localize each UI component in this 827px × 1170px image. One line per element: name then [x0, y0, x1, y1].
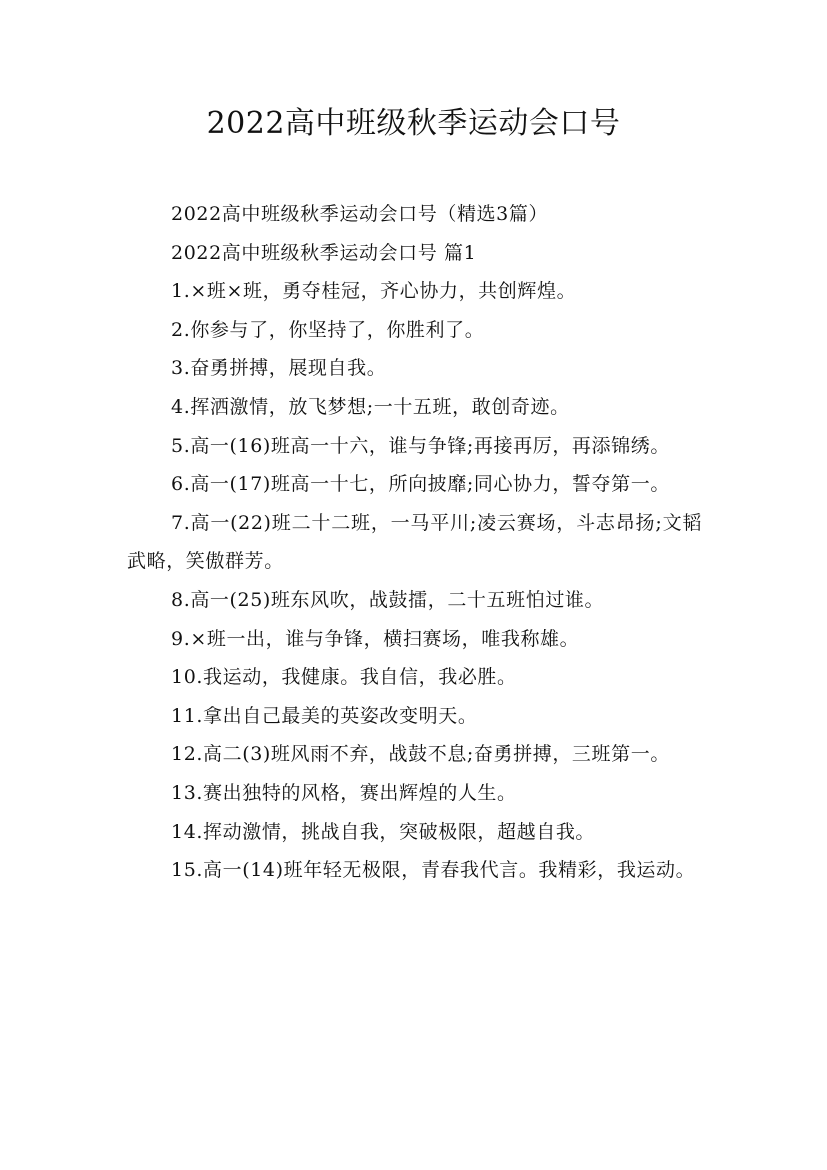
slogan-item: 15.高一(14)班年轻无极限，青春我代言。我精彩，我运动。 — [171, 859, 696, 882]
paragraph-intro: 2022高中班级秋季运动会口号（精选3篇） — [171, 203, 549, 225]
slogan-item: 3.奋勇拼搏，展现自我。 — [171, 357, 387, 380]
slogan-item: 2.你参与了，你坚持了，你胜利了。 — [171, 318, 485, 341]
slogan-item: 8.高一(25)班东风吹，战鼓擂，二十五班怕过谁。 — [171, 588, 605, 611]
slogan-item: 4.挥洒激情，放飞梦想;一十五班，敢创奇迹。 — [171, 395, 570, 418]
document-title: 2022高中班级秋季运动会口号 — [206, 106, 621, 141]
slogan-item: 14.挥动激情，挑战自我，突破极限，超越自我。 — [171, 820, 596, 843]
slogan-item: 6.高一(17)班高一十七，所向披靡;同心协力，誓夺第一。 — [171, 473, 670, 496]
document-body — [127, 195, 702, 890]
slogan-item: 1.×班×班，勇夺桂冠，齐心协力，共创辉煌。 — [171, 280, 577, 303]
slogan-item: 5.高一(16)班高一十六，谁与争锋;再接再厉，再添锦绣。 — [171, 434, 670, 457]
slogan-item: 11.拿出自己最美的英姿改变明天。 — [171, 704, 478, 727]
slogan-item: 10.我运动，我健康。我自信，我必胜。 — [171, 666, 517, 689]
paragraph-section-heading: 2022高中班级秋季运动会口号 篇1 — [171, 241, 477, 264]
slogan-item: 12.高二(3)班风雨不弃，战鼓不息;奋勇拼搏，三班第一。 — [171, 743, 670, 766]
slogan-item: 7.高一(22)班二十二班，一马平川;凌云赛场，斗志昂扬;文韬武略，笑傲群芳。 — [127, 511, 702, 573]
slogan-item: 13.赛出独特的风格，赛出辉煌的人生。 — [171, 781, 517, 804]
slogan-item: 9.×班一出，谁与争锋，横扫赛场，唯我称雄。 — [171, 627, 580, 650]
